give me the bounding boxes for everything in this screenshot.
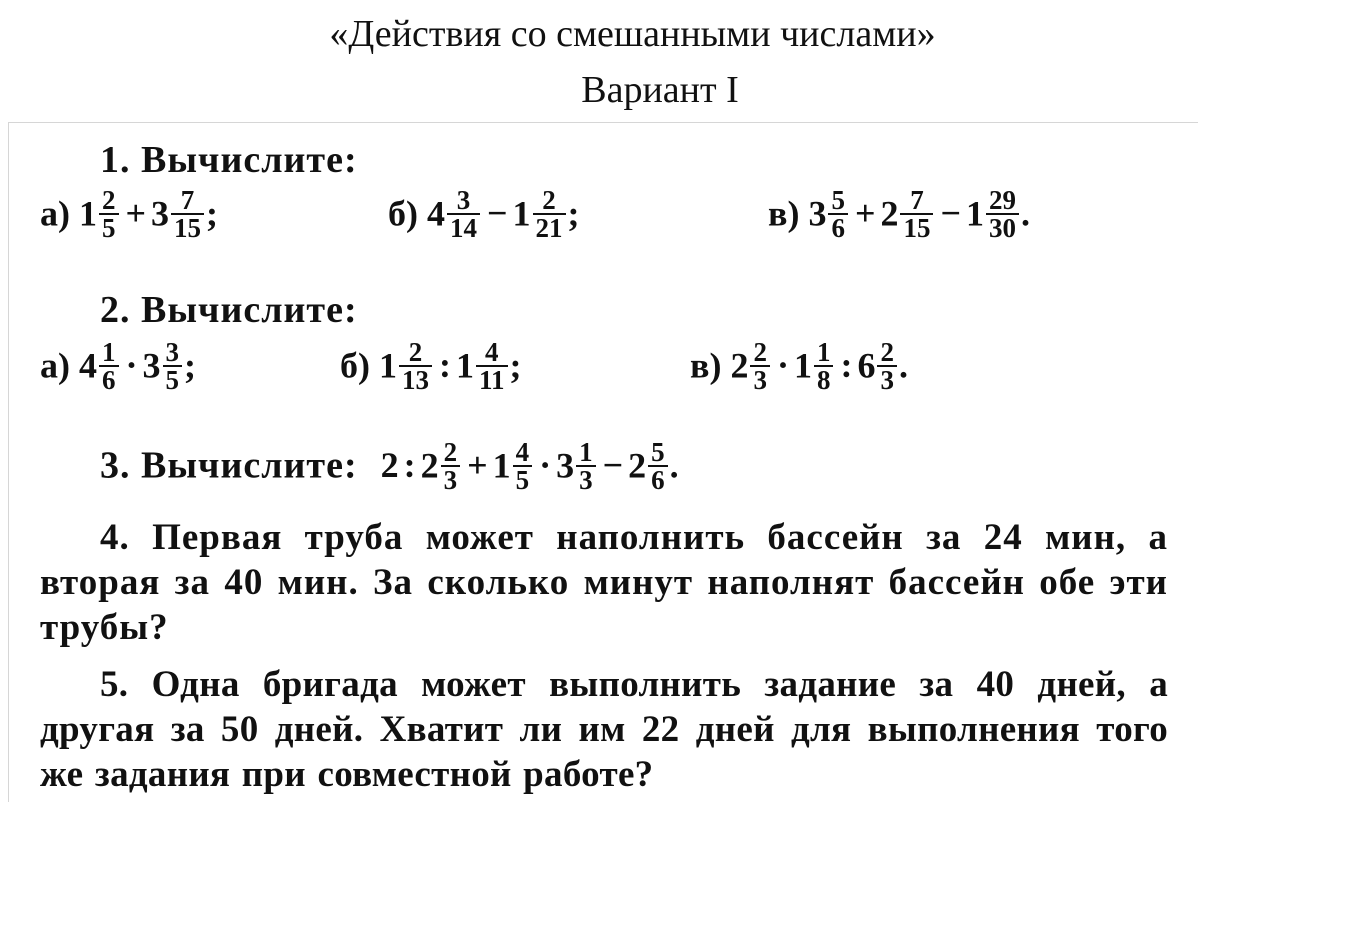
punctuation: . (898, 345, 908, 386)
operator: · (776, 345, 789, 386)
task-1b (388, 185, 580, 244)
fraction: $\frac{5}{6}$ (648, 439, 668, 493)
task-2b (340, 337, 522, 396)
task-2a-label: а) (40, 345, 70, 386)
whole-part: 1 (79, 193, 97, 234)
fraction: $\frac{2}{3}$ (877, 339, 897, 393)
task-4-problem: 4. Первая труба может наполнить бассейн за 24 мин, а вторая за 40 мин. За сколько минут наполнят бассейн обе эти трубы? (40, 517, 1168, 648)
punctuation: . (1020, 193, 1030, 234)
fraction: $\frac{2}{13}$ (399, 339, 432, 393)
task-3-heading: 3. Вычислите: (100, 444, 358, 487)
fraction: $\frac{1}{6}$ (99, 339, 119, 393)
punctuation: . (669, 445, 679, 486)
task-2a (40, 337, 197, 396)
whole-part: 1 (456, 345, 474, 386)
punctuation: ; (184, 345, 197, 386)
operator: : (439, 345, 451, 386)
whole-part: 3 (151, 193, 170, 234)
fraction: $\frac{7}{15}$ (171, 187, 204, 241)
worksheet-title: «Действия со смешанными числами» (329, 13, 936, 55)
operator: + (467, 445, 488, 486)
operator: · (539, 445, 552, 486)
task-2c (690, 337, 908, 396)
operator: : (840, 345, 853, 386)
fraction: $\frac{5}{6}$ (828, 187, 848, 241)
task-2-heading: 2. Вычислите: (100, 289, 358, 331)
fraction: $\frac{7}{15}$ (900, 187, 933, 241)
punctuation: ; (206, 193, 219, 234)
task-1-heading: 1. Вычислите: (100, 139, 358, 181)
whole-part: 4 (427, 193, 445, 234)
whole-part: 1 (793, 345, 812, 386)
whole-part: 3 (808, 193, 827, 234)
whole-part: 2 (628, 445, 647, 486)
task-2c-label: в) (690, 345, 722, 386)
fraction: $\frac{2}{3}$ (750, 339, 770, 393)
task-1c-label: в) (768, 193, 800, 234)
fraction: $\frac{1}{8}$ (814, 339, 834, 393)
whole-part: 3 (142, 345, 161, 386)
whole-part: 1 (379, 345, 397, 386)
whole-part: 2 (880, 193, 899, 234)
task-1c (768, 185, 1030, 244)
whole-part: 1 (512, 193, 531, 234)
fraction: $\frac{2}{3}$ (441, 439, 461, 493)
frame-left-border (8, 122, 9, 802)
whole-part: 2 (380, 445, 399, 486)
operator: : (403, 445, 416, 486)
task-2b-label: б) (340, 345, 370, 386)
task-1a-label: а) (40, 193, 70, 234)
operator: − (602, 445, 624, 486)
whole-part: 1 (965, 193, 984, 234)
operator: − (940, 193, 961, 234)
fraction: $\frac{3}{5}$ (163, 339, 183, 393)
fraction: $\frac{1}{3}$ (576, 439, 596, 493)
whole-part: 6 (857, 345, 876, 386)
fraction: $\frac{4}{5}$ (513, 439, 533, 493)
frame-top-border (8, 122, 1198, 123)
whole-part: 4 (79, 345, 97, 386)
operator: · (125, 345, 138, 386)
whole-part: 2 (420, 445, 439, 486)
whole-part: 1 (492, 445, 511, 486)
fraction: $\frac{29}{30}$ (986, 187, 1019, 241)
whole-part: 2 (730, 345, 749, 386)
task-3 (100, 437, 679, 496)
operator: − (487, 193, 508, 234)
fraction: $\frac{4}{11}$ (476, 339, 508, 393)
whole-part: 3 (556, 445, 575, 486)
task-1b-label: б) (388, 193, 418, 234)
punctuation: ; (509, 345, 522, 386)
punctuation: ; (567, 193, 580, 234)
fraction: $\frac{2}{21}$ (533, 187, 566, 241)
task-1a (40, 185, 219, 244)
operator: + (854, 193, 876, 234)
operator: + (125, 193, 147, 234)
task-5-problem: 5. Одна бригада может выполнить задание за 40 дней, а другая за 50 дней. Хватит ли им 22 дней для выполнения того же задания при совместной работе? (40, 664, 1168, 795)
fraction: $\frac{3}{14}$ (447, 187, 480, 241)
fraction: $\frac{2}{5}$ (99, 187, 119, 241)
variant-label: Вариант I (581, 69, 739, 111)
